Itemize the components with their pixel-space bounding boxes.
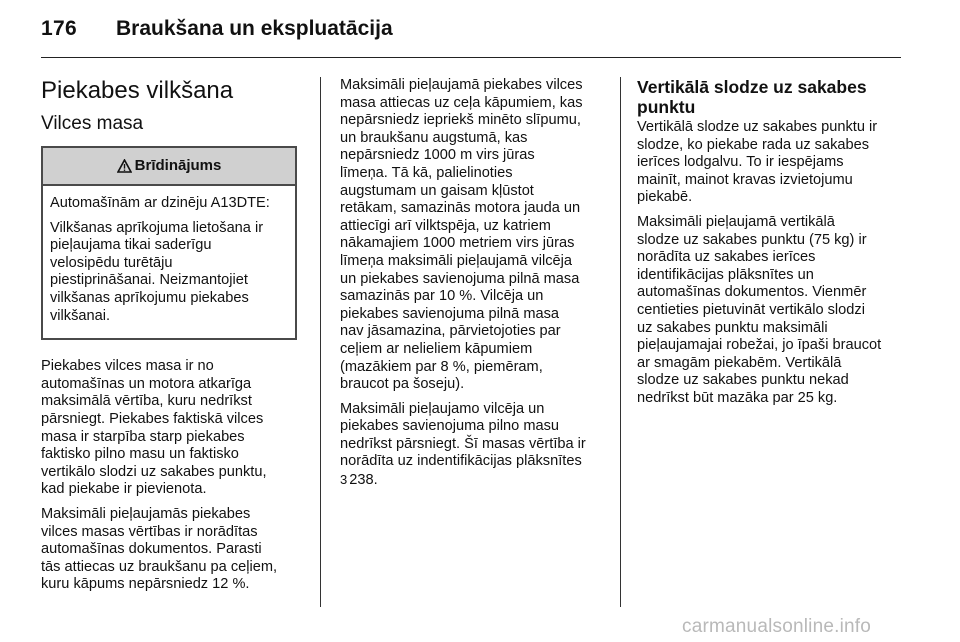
text-line: Maksimāli pieļaujamo vilcēja un	[340, 400, 545, 417]
text-line: ar smagām piekabēm. Vertikālā	[637, 354, 842, 371]
text-line: Vertikālā slodze uz sakabes punktu ir	[637, 119, 878, 135]
text-line: automašīnas un motora atkarīga	[41, 375, 252, 392]
text-line: automašīnas dokumentos. Vienmēr	[637, 284, 867, 301]
text-line: slodze, ko piekabe rada uz sakabes	[637, 136, 870, 153]
text-line: pieļaujama tikai saderīgu	[50, 237, 212, 254]
text-line: nākamajiem 1000 metriem virs jūras	[340, 235, 575, 252]
text-line: piekabes savienojuma pilnā masa	[340, 305, 560, 322]
text-line: vilkšanas aprīkojumu piekabes	[50, 289, 249, 306]
column-3	[637, 77, 907, 415]
watermark: carmanualsonline.info	[682, 616, 872, 637]
page-reference-number: 238.	[349, 472, 378, 489]
text-line: samazinās par 10 %. Vilcēja un	[340, 288, 544, 305]
text-line: tās attiecas uz braukšanu pa ceļiem,	[41, 558, 278, 575]
text-line: Piekabes vilces masa ir no	[41, 358, 214, 375]
text-line: kuru kāpums nepārsniedz 12 %.	[41, 576, 250, 593]
text-line: retākam, samazinās motora jauda un	[340, 200, 581, 217]
body-paragraph	[41, 358, 309, 499]
text-line: attiecīgi arī vilktspēja, uz katriem	[340, 217, 551, 234]
text-line: Vertikālā slodze uz sakabes	[637, 77, 867, 97]
text-line: slodze uz sakabes punktu nekad	[637, 372, 849, 389]
running-title: Braukšana un ekspluatācija	[116, 17, 393, 40]
column-1	[41, 77, 309, 601]
subsection-title: Vilces masa	[41, 113, 144, 134]
text-line: slodze uz sakabes punktu (75 kg) ir	[637, 231, 867, 248]
text-line: masa ir starpība starp piekabes	[41, 428, 245, 445]
text-line: masa attiecas uz ceļa kāpumiem, kas	[340, 94, 583, 111]
text-line: nedrīkst pārsniegt. Šī masas vērtība ir	[340, 435, 586, 452]
text-line: nepārsniedz iepriekš minēto slīpumu,	[340, 112, 581, 129]
text-line: vilces masas vērtības ir norādītas	[41, 523, 258, 540]
warning-triangle-icon	[117, 159, 132, 173]
body-paragraph	[340, 401, 612, 490]
text-line: norādīta uz sakabes ierīces	[637, 249, 816, 266]
warning-box	[41, 146, 297, 340]
text-line: faktisko pilno masu un faktisko	[41, 446, 239, 463]
warning-title: Brīdinājums	[134, 157, 222, 175]
warning-body	[43, 186, 295, 338]
text-line: Maksimāli pieļaujamā piekabes vilces	[340, 77, 583, 93]
body-paragraph	[41, 506, 309, 594]
text-line: ierīces lodgalvu. To ir iespējams	[637, 154, 844, 171]
text-line: piekabē.	[637, 189, 693, 206]
text-line: un piekabes savienojuma pilnā masa	[340, 270, 580, 287]
text-line: kad piekabe ir pievienota.	[41, 481, 207, 498]
page-reference-icon: 3	[340, 472, 348, 488]
text-line: nav jāsamazina, pārvietojoties par	[340, 323, 561, 340]
text-line: centieties pietuvināt vertikālo slodzi	[637, 301, 865, 318]
text-line: līmeņa maksimāli pieļaujamā vilcēja	[340, 252, 572, 269]
page-number: 176	[41, 17, 77, 40]
page-reference[interactable]	[340, 472, 378, 488]
text-line: identifikācijas plāksnītes un	[637, 266, 814, 283]
text-line: nedrīkst būt mazāka par 25 kg.	[637, 389, 838, 406]
text-line: piekabes savienojuma pilno masu	[340, 418, 560, 435]
section-title: Piekabes vilkšana	[41, 77, 234, 104]
text-line: nepārsniedz 1000 m virs jūras	[340, 147, 535, 164]
text-line: Maksimāli pieļaujamā vertikālā	[637, 213, 835, 230]
text-line: braucot pa šoseju).	[340, 376, 465, 393]
header-rule	[41, 57, 901, 58]
column-2	[340, 77, 612, 497]
text-line: Vilkšanas aprīkojuma lietošana ir	[50, 219, 264, 236]
text-line: automašīnas dokumentos. Parasti	[41, 541, 262, 558]
text-line: un braukšanu augstumā, kas	[340, 129, 528, 146]
column-separator-2	[620, 77, 621, 607]
text-line: augstumam un gaisam kļūstot	[340, 182, 534, 199]
body-paragraph	[637, 119, 907, 207]
body-paragraph	[637, 214, 907, 408]
text-line: maksimālā vērtība, kuru nedrīkst	[41, 393, 252, 410]
warning-paragraph-2	[50, 220, 288, 326]
text-line: mainīt, mainot kravas izvietojumu	[637, 171, 853, 188]
text-line: vilkšanai.	[50, 307, 111, 324]
text-line: pārsniegt. Piekabes faktiskā vilces	[41, 410, 264, 427]
text-line: velosipēdu turētāju	[50, 254, 173, 271]
text-line: Maksimāli pieļaujamās piekabes	[41, 505, 251, 522]
body-paragraph	[340, 77, 612, 394]
subsection-heading	[637, 77, 907, 117]
warning-header	[43, 148, 295, 186]
text-line: (mazākiem par 8 %, piemēram,	[340, 358, 543, 375]
text-line: pieļaujamajai robežai, jo īpaši braucot	[637, 337, 882, 354]
text-line: līmeņa. Tā kā, palielinoties	[340, 164, 513, 181]
text-line: vertikālo slodzi uz sakabes punktu,	[41, 463, 267, 480]
column-separator-1	[320, 77, 321, 607]
text-line: piestiprināšanai. Neizmantojiet	[50, 272, 248, 289]
text-line: punktu	[637, 97, 696, 117]
text-line: uz sakabes punktu maksimāli	[637, 319, 828, 336]
text-line: norādīta uz indentifikācijas plāksnītes	[340, 453, 582, 470]
text-line: ceļiem ar nelieliem kāpumiem	[340, 340, 533, 357]
warning-paragraph-1: Automašīnām ar dzinēju A13DTE:	[50, 195, 270, 211]
